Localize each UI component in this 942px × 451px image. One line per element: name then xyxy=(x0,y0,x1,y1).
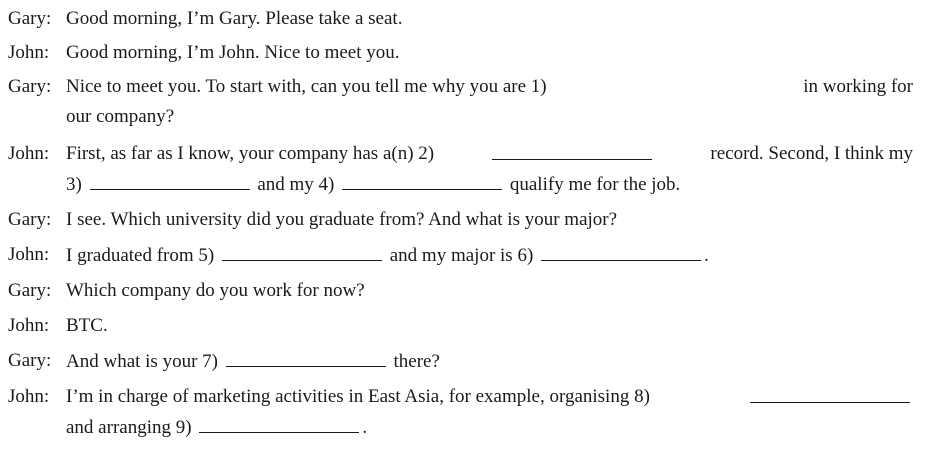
line-text: Which company do you work for now? xyxy=(66,280,365,301)
line-text xyxy=(66,384,913,410)
line-text: BTC. xyxy=(66,315,108,336)
dialogue-line-3 xyxy=(0,74,942,100)
line-text-segment: Nice to meet you. To start with, can you tell me why you are 1) xyxy=(66,76,547,97)
line-text xyxy=(66,414,367,441)
dialogue-line-1 xyxy=(0,6,942,32)
line-text-segment: and my 4) xyxy=(257,174,335,195)
line-text xyxy=(66,141,913,167)
speaker-label: Gary: xyxy=(8,280,52,301)
line-text xyxy=(66,242,709,269)
speaker-label: Gary: xyxy=(8,209,52,230)
dialogue-line-8 xyxy=(0,313,942,339)
answer-blank-4[interactable] xyxy=(342,171,502,190)
speaker-label: Gary: xyxy=(8,350,52,371)
line-text: Good morning, I’m Gary. Please take a seat. xyxy=(66,8,403,29)
dialogue-line-4 xyxy=(0,141,942,167)
answer-blank-7[interactable] xyxy=(226,348,386,367)
speaker-label: Gary: xyxy=(8,76,52,97)
dialogue-line-2 xyxy=(0,40,942,66)
line-text-segment: there? xyxy=(393,351,440,372)
speaker-label: John: xyxy=(8,244,50,265)
dialogue-line-10 xyxy=(0,384,942,410)
line-text-segment: First, as far as I know, your company has a(n) 2) xyxy=(66,143,435,164)
dialogue-line-6 xyxy=(0,242,942,268)
line-text-segment: . xyxy=(362,417,368,438)
speaker-label: John: xyxy=(8,143,50,164)
answer-blank-2[interactable] xyxy=(492,141,652,160)
answer-blank-8[interactable] xyxy=(750,384,910,403)
line-text xyxy=(66,348,440,375)
speaker-label: John: xyxy=(8,42,50,63)
answer-blank-3[interactable] xyxy=(90,171,250,190)
line-text-segment: And what is your 7) xyxy=(66,351,218,372)
dialogue-line-10-cont xyxy=(0,414,942,440)
dialogue-line-5 xyxy=(0,207,942,233)
line-text: our company? xyxy=(66,106,175,127)
speaker-label: John: xyxy=(8,386,50,407)
answer-blank-6[interactable] xyxy=(541,242,701,261)
dialogue-line-9 xyxy=(0,348,942,374)
dialogue-line-7 xyxy=(0,278,942,304)
line-text xyxy=(66,74,913,100)
line-text-segment: and my major is 6) xyxy=(389,245,534,266)
line-text: I see. Which university did you graduate from? And what is your major? xyxy=(66,209,618,230)
dialogue-line-3-cont xyxy=(0,104,942,130)
line-text-segment: I graduated from 5) xyxy=(66,245,215,266)
line-text-segment: and arranging 9) xyxy=(66,417,192,438)
line-text-segment: . xyxy=(704,245,709,266)
line-text-segment: I’m in charge of marketing activities in East Asia, for example, organising 8) xyxy=(66,386,650,407)
answer-blank-1[interactable] xyxy=(595,74,755,93)
line-text-segment: qualify me for the job. xyxy=(509,174,681,195)
speaker-label: Gary: xyxy=(8,8,52,29)
line-text-segment: record. Second, I think my xyxy=(710,143,913,164)
line-text-segment: 3) xyxy=(66,174,82,195)
answer-blank-5[interactable] xyxy=(222,242,382,261)
speaker-label: John: xyxy=(8,315,50,336)
dialogue-line-4-cont xyxy=(0,171,942,197)
line-text-segment: in working for xyxy=(803,76,913,97)
line-text xyxy=(66,171,680,198)
answer-blank-9[interactable] xyxy=(199,414,359,433)
line-text: Good morning, I’m John. Nice to meet you. xyxy=(66,42,400,63)
